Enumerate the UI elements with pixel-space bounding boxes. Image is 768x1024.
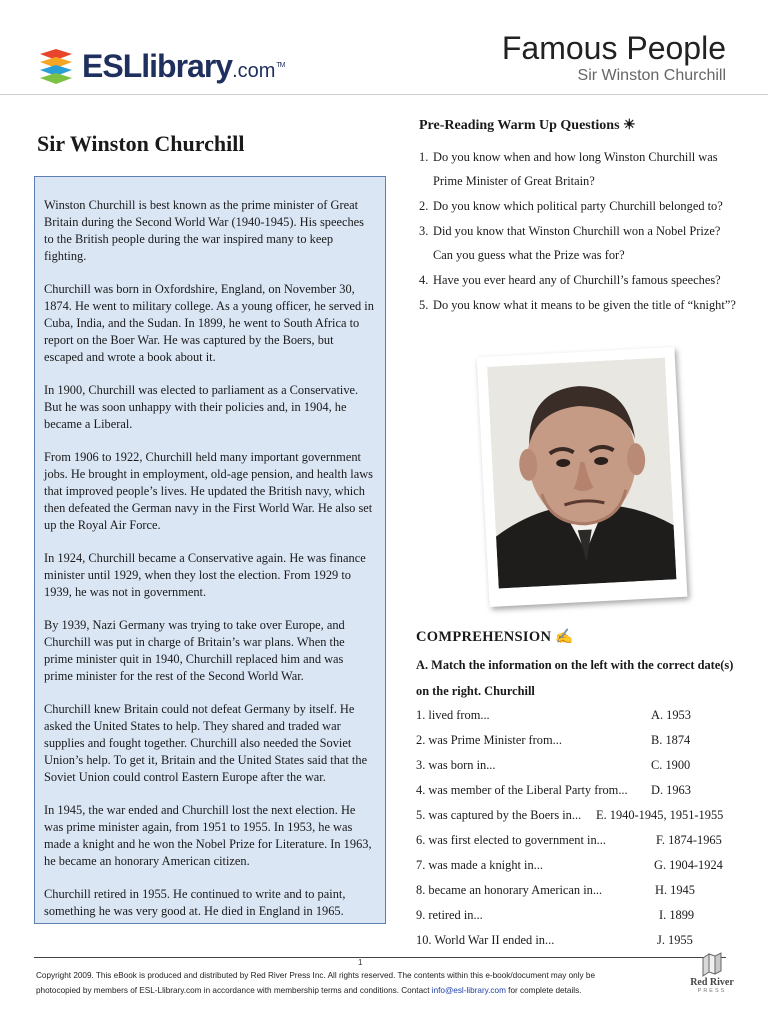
comprehension-instruction: A. Match the information on the left with the correct date(s) on the right. Churchill [416, 658, 734, 698]
match-prompt: 10. World War II ended in... [416, 933, 555, 947]
match-prompt: 7. was made a knight in... [416, 858, 543, 872]
contact-email-link[interactable]: info@esl-library.com [431, 986, 506, 995]
logo-trademark: TM [276, 62, 285, 69]
page-number: 1 [358, 958, 363, 967]
match-answer: J. 1955 [657, 933, 693, 947]
warmup-heading: Pre-Reading Warm Up Questions ☀ [419, 118, 636, 133]
matching-exercise [416, 703, 736, 953]
match-row [416, 753, 736, 778]
question-text: Do you know what it means to be given the title of “knight”? [433, 298, 736, 312]
question-number: 3. [419, 224, 429, 238]
publisher-name: Red River [690, 977, 734, 988]
match-prompt: 8. became an honorary American in... [416, 883, 603, 897]
passage-paragraph: Churchill knew Britain could not defeat Germany by itself. He asked the United States to help. They shared and traded war supplies and fought together. Churchill also needed the Soviet Union’s help. To get it, Britain and the United States said that the Soviet Union could control Eastern Europe after the war. [44, 702, 368, 784]
match-row [416, 903, 736, 928]
copyright-line-2b: for complete details. [505, 986, 582, 995]
question-number: 1. [419, 150, 429, 164]
match-row [416, 803, 736, 828]
match-prompt: 9. retired in... [416, 908, 483, 922]
comprehension-heading: COMPREHENSION ✍ [416, 629, 574, 645]
match-answer: H. 1945 [655, 883, 695, 897]
portrait-illustration [487, 357, 676, 588]
header-title: Famous People [501, 30, 726, 66]
article-title: Sir Winston Churchill [37, 131, 245, 156]
match-row [416, 703, 736, 728]
match-row [416, 778, 736, 803]
match-answer: I. 1899 [659, 908, 695, 922]
passage-paragraph: By 1939, Nazi Germany was trying to take over Europe, and Churchill was put in charge of Britain’s war plans. When the prime minister quit in 1940, Churchill replaced him and was prime minister for the rest of the Second World War. [44, 618, 345, 683]
passage-paragraph: In 1900, Churchill was elected to parliament as a Conservative. But he was soon unhappy with their policies and, in 1904, he became a Liberal. [44, 383, 359, 431]
question-text: Do you know which political party Churchill belonged to? [433, 199, 723, 213]
header-subtitle: Sir Winston Churchill [577, 67, 726, 84]
passage-paragraph: Winston Churchill is best known as the prime minister of Great Britain during the Second World War (1940-1945). His speeches to the British people during the war inspired many to keep fighting. [44, 198, 364, 263]
match-answer: E. 1940-1945, 1951-1955 [596, 808, 724, 822]
logo-name: ESLlibrary [82, 48, 233, 84]
copyright-line-2a: photocopied by members of ESL-Llibrary.com in accordance with membership terms and conditions. Contact [36, 986, 432, 995]
match-prompt: 2. was Prime Minister from... [416, 733, 562, 747]
match-prompt: 4. was member of the Liberal Party from... [416, 783, 628, 797]
match-prompt: 1. lived from... [416, 708, 490, 722]
question-text: Do you know when and how long Winston Churchill was Prime Minister of Great Britain? [433, 150, 718, 188]
question-text: Have you ever heard any of Churchill’s famous speeches? [433, 273, 721, 287]
match-row [416, 728, 736, 753]
question-text: Did you know that Winston Churchill won a Nobel Prize? Can you guess what the Prize was for? [433, 224, 721, 262]
match-answer: A. 1953 [651, 708, 691, 722]
header-divider [0, 94, 768, 95]
match-prompt: 3. was born in... [416, 758, 496, 772]
match-answer: B. 1874 [651, 733, 691, 747]
reading-passage-box [34, 176, 386, 924]
red-river-press-logo [682, 950, 742, 1000]
esl-library-logo[interactable] [36, 44, 285, 92]
match-answer: F. 1874-1965 [656, 833, 722, 847]
passage-paragraph: Churchill was born in Oxfordshire, England, on November 30, 1874. He went to military college. As a young officer, he served in Cuba, India, and the Sudan. In 1899, he went to South Africa to report on the Boer War. He was captured by the Boers, but escaped and wrote a book about it. [44, 282, 374, 364]
question-number: 2. [419, 199, 429, 213]
copyright-line-1: Copyright 2009. This eBook is produced and distributed by Red River Press Inc. All rights reserved. The contents within this e-book/document may only be [36, 971, 596, 980]
match-row [416, 878, 736, 903]
passage-paragraph: Churchill retired in 1955. He continued to write and to paint, something he was very good at. He died in England in 1965. [44, 887, 346, 918]
match-row [416, 828, 736, 853]
stacked-books-icon [36, 46, 76, 88]
match-prompt: 5. was captured by the Boers in... [416, 808, 582, 822]
books-icon [695, 950, 729, 978]
warmup-question [419, 145, 739, 193]
footer-divider [34, 957, 726, 958]
logo-wordmark [82, 48, 285, 89]
match-prompt: 6. was first elected to government in... [416, 833, 606, 847]
passage-paragraph: In 1945, the war ended and Churchill lost the next election. He was prime minister again, from 1951 to 1955. In 1953, he was made a knight and he won the Nobel Prize for Literature. In 1963, he became an honorary American citizen. [44, 803, 372, 868]
warmup-question [419, 293, 739, 317]
warmup-question [419, 268, 739, 292]
warmup-question [419, 194, 739, 218]
match-answer: C. 1900 [651, 758, 691, 772]
match-answer: G. 1904-1924 [654, 858, 723, 872]
question-number: 4. [419, 273, 429, 287]
warmup-question [419, 219, 739, 267]
logo-tld: .com [232, 60, 276, 82]
publisher-press: PRESS [697, 988, 727, 994]
churchill-portrait-photo [477, 347, 688, 607]
warmup-question-list [419, 145, 739, 318]
passage-paragraph: From 1906 to 1922, Churchill held many important government jobs. He brought in employment, old-age pension, and health laws that improved people’s lives. He updated the British navy, which then defeated the German navy in the First World War. He also set up the Royal Air Force. [44, 450, 373, 532]
match-answer: D. 1963 [651, 783, 691, 797]
copyright-notice [36, 968, 666, 998]
question-number: 5. [419, 298, 429, 312]
passage-paragraph: In 1924, Churchill became a Conservative again. He was finance minister until 1929, when they lost the election. From 1929 to 1939, he was not in government. [44, 551, 366, 599]
match-row [416, 853, 736, 878]
